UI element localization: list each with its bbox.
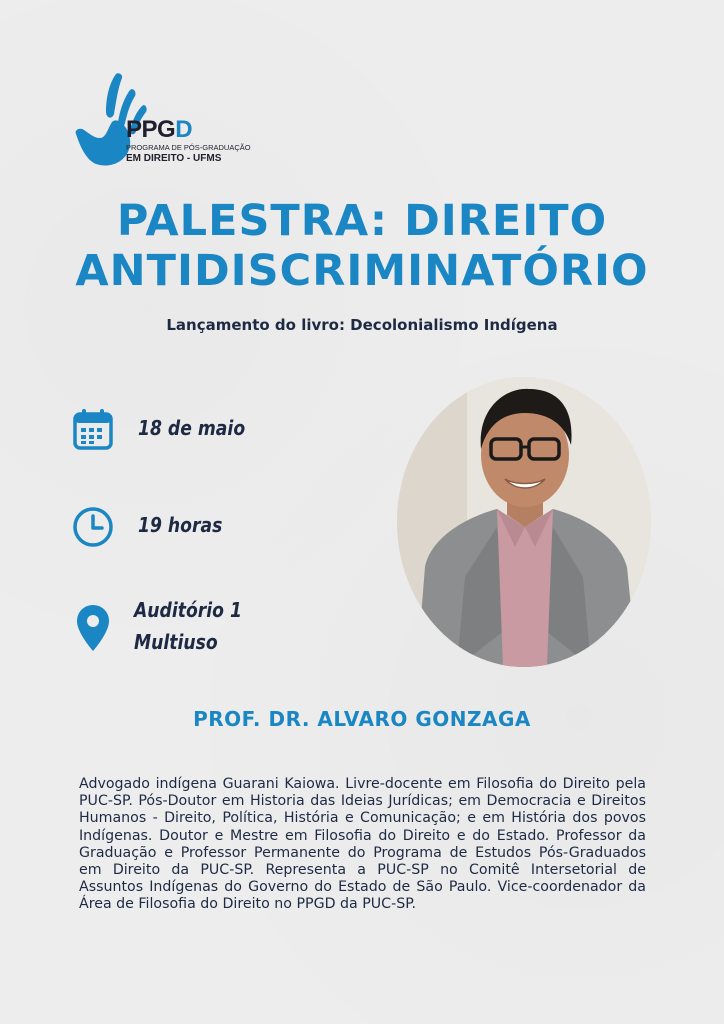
clock-icon bbox=[72, 506, 114, 548]
location-line-1: Auditório 1 bbox=[134, 598, 242, 622]
calendar-icon bbox=[72, 408, 114, 452]
title-line-1: PALESTRA: DIREITO bbox=[116, 196, 608, 246]
title-line-2: ANTIDISCRIMINATÓRIO bbox=[75, 246, 649, 296]
page-title bbox=[0, 196, 724, 296]
subtitle: Lançamento do livro: Decolonialismo Indígena bbox=[166, 316, 558, 334]
logo-line-1: PROGRAMA DE PÓS-GRADUAÇÃO bbox=[126, 143, 251, 152]
speaker-name: PROF. DR. ALVARO GONZAGA bbox=[193, 707, 531, 731]
event-date: 18 de maio bbox=[138, 416, 246, 440]
speaker-bio: Advogado indígena Guarani Kaiowa. Livre-docente em Filosofia do Direito pela PUC-SP. Pós-Doutor em Historia das Ideias Jurídicas; em Democracia e Direitos Humanos - Direito, Política, História e Comunicação; e em História dos povos Indígenas. Doutor e Mestre em Filosofia do Direito e do Estado. Professor da Graduação e Professor Permanente do Programa de Estudos Pós-Graduados em Direito da PUC-SP. Representa a PUC-SP no Comitê Intersetorial de Assuntos Indígenas do Governo do Estado de São Paulo. Vice-coordenador da Área de Filosofia do Direito no PPGD da PUC-SP. bbox=[79, 776, 646, 913]
location-pin-icon bbox=[76, 604, 110, 652]
speaker-photo bbox=[397, 377, 651, 667]
event-location bbox=[134, 594, 242, 658]
location-line-2: Multiuso bbox=[134, 630, 218, 654]
logo-line-2: EM DIREITO - UFMS bbox=[126, 153, 222, 164]
event-time: 19 horas bbox=[138, 513, 223, 537]
ppgd-logo bbox=[72, 72, 262, 172]
logo-name: PPGD bbox=[126, 116, 193, 143]
